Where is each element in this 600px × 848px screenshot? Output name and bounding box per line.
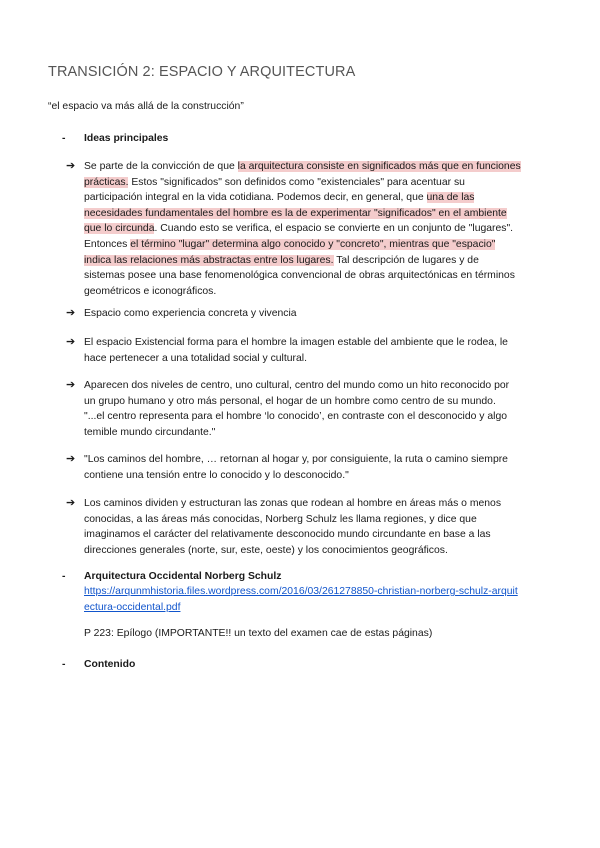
arrow-right-icon: ➔ <box>66 379 76 391</box>
arrow-right-icon: ➔ <box>66 307 76 319</box>
text-run: Tal descripción de lugares y de sistemas posee una base fenomenológica convencional de obras arquitectónicas en términos geométricos e iconográficos. <box>84 254 515 297</box>
highlighted-text: el término "lugar" determina algo conocido y "concreto", mientras que "espacio" indica las relaciones más abstractas entre los lugares. <box>84 238 496 266</box>
bullet-text: Los caminos dividen y estructuran las zonas que rodean al hombre en áreas más o menos conocidas, a las áreas más conocidas, Norberg Schulz les llama regiones, y dice que imaginamos el carácter del relativamente desconocido mundo circundante en base a las direcciones generales (norte, sur, este, oeste) y los conocimientos geográficos. <box>84 498 502 556</box>
text-run: . Cuando esto se verifica, el espacio se convierte en un conjunto de "lugares". Entonces <box>84 223 514 250</box>
arrow-right-icon: ➔ <box>66 336 76 348</box>
section-heading: Arquitectura Occidental Norberg Schulz <box>84 571 282 582</box>
text-run: Se parte de la convicción de que <box>84 161 238 172</box>
bullet-text: Espacio como experiencia concreta y vivencia <box>84 308 297 319</box>
highlighted-text: la arquitectura consiste en significados más que en funciones prácticas. <box>84 161 521 188</box>
bullet-text: Aparecen dos niveles de centro, uno cultural, centro del mundo como un hito reconocido por un grupo humano y otro más personal, el hogar de un hombre como centro de su mundo. "...el centro representa para el hombre ‘lo conocido’, en contraste con el desconocido y algo temible mundo circundante." <box>84 380 510 438</box>
dash-marker: - <box>62 133 66 144</box>
bullet-text: "Los caminos del hombre, … retornan al hogar y, por consiguiente, la ruta o camino siempre contiene una tensión entre lo conocido y lo desconocido." <box>84 454 508 481</box>
section-heading: Contenido <box>84 659 136 670</box>
text-run: Estos "significados" son definidos como "existenciales" para acentuar su participación integral en la vida cotidiana. Podemos decir, en general, que <box>84 176 465 204</box>
arrow-right-icon: ➔ <box>66 497 76 509</box>
dash-marker: - <box>62 571 66 582</box>
epigraph-quote: “el espacio va más allá de la construcción” <box>48 101 244 112</box>
section-heading: Ideas principales <box>84 133 169 144</box>
highlighted-text: una de las necesidades fundamentales del hombre es la de experimentar "significados" en el ambiente que lo circunda <box>84 192 507 235</box>
bullet-text: El espacio Existencial forma para el hombre la imagen estable del ambiente que le rodea, le hace pertenecer a una totalidad social y cultural. <box>84 337 508 364</box>
bullet-text <box>84 159 562 299</box>
arrow-right-icon: ➔ <box>66 453 76 465</box>
arrow-right-icon: ➔ <box>66 160 76 172</box>
page-note: P 223: Epílogo (IMPORTANTE!! un texto del examen cae de estas páginas) <box>84 628 433 639</box>
page-title: TRANSICIÓN 2: ESPACIO Y ARQUITECTURA <box>48 64 356 80</box>
dash-marker: - <box>62 659 66 670</box>
pdf-link[interactable]: https://arqunmhistoria.files.wordpress.com/2016/03/261278850-christian-norberg-schulz-arquit ectura-occidental.pdf <box>84 586 518 613</box>
